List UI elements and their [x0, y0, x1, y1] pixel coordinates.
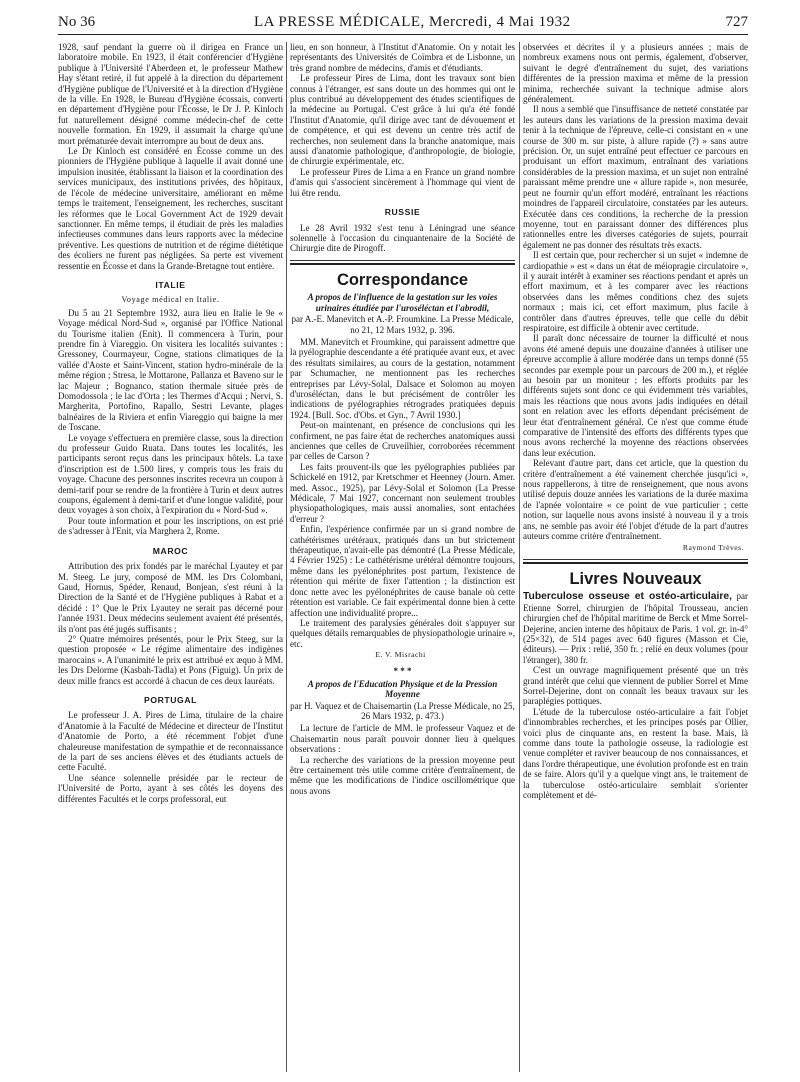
paragraph: Du 5 au 21 Septembre 1932, aura lieu en Italie le 9e « Voyage médical Nord-Sud », organisé par l'Office National du Tourisme italien (Enit). Il commencera à Turin, pour prendre fin à Viareggio. On visitera les localités suivantes : Gressoney, Courmayeur, Cogne, stations climatiques de la vallée d'Aoste et Saint-Vincent, station hydro-minérale de la même région ; Stresa, le Mottarone, Pallanza et Baveno sur le lac Majeur ; Bognanco, station thermale située près de Domodossola ; le lac d'Orta ; les Thermes d'Acqui ; Nervi, S. Margherita, Portofino, Rapallo, Sestri Levante, plages balnéaires de la Riviera et enfin Viareggio qui baigne la mer de Toscane. [58, 307, 283, 433]
paragraph: 2° Quatre mémoires présentés, pour le Prix Steeg, sur la question proposée « Le régime alimentaire des indigènes marocains ». A l'unanimité le prix est attribué ex æquo à MM. les Drs Delorme (Kasbah-Tadla) et Pons (Figuig). Un prix de deux mille francs est accordé à chacun de ces deux lauréats. [58, 633, 283, 686]
paragraph: Peut-on maintenant, en présence de conclusions qui les confirment, ne pas faire état de recherches anatomiques aussi anciennes que celles de Cruveilhier, corroborées récemment par celles de Carson ? [290, 420, 515, 462]
article-reference: par H. Vaquez et de Chaisemartin (La Presse Médicale, no 25, 26 Mars 1932, p. 473.) [290, 700, 515, 721]
section-subtitle: Voyage médical en Italie. [121, 295, 220, 305]
book-reference: par Etienne Sorrel, chirurgien de l'hôpital Trousseau, ancien chirurgien chef de l'hôpital maritime de Berck et Mme Sorrel-Dejerine, ancien interne des hôpitaux de Paris. 1 vol. gr. in-4° (25×32), de 514 pages avec 640 figures (Masson et Cie, éditeurs). — Prix : relié, 350 fr. ; relié en deux volumes (pour l'étranger), 380 fr. [523, 591, 749, 665]
article-title: A propos de l'influence de la gestation sur les voies urinaires étudiée par l'uroséléctan et l'abrodil, [307, 292, 498, 313]
paragraph: C'est un ouvrage magnifiquement présenté que un très grand intérêt que celui que viennent de publier Sorrel et Mme Sorrel-Dejerine, dont on connaît les beaux travaux sur les paraplégies pottiques. [523, 665, 748, 707]
paragraph: Le professeur J. A. Pires de Lima, titulaire de la chaire d'Anatomie à la Faculté de Médecine et directeur de l'Institut d'Anatomie de Porto, a été récemment l'objet d'une chaleureuse manifestation de sympathie et de reconnaissance de la part de ses anciens élèves et des étudiants actuels de cette Faculté. [58, 710, 283, 773]
paragraph: Le professeur Pires de Lima, dont les travaux sont bien connus à l'étranger, est sans doute un des hommes qui ont le plus contribué au développement des études scientifiques de la médecine au Portugal. C'est grâce à lui qu'a été fondé l'Institut d'Anatomie, qu'il dirige avec tant de dévouement et de compétence, et qui est devenu un centre très actif de recherches, non seulement dans la branche anatomique, mais aussi d'anatomie pathologique, d'anthropologie, de biologie, de chirurgie expérimentale, etc. [290, 73, 515, 167]
paragraph: Les faits prouvent-ils que les pyélographies publiées par Schickelé en 1912, par Kretschmer et Heenney (Journ. Amer. med. Assoc., 1925), par Lévy-Solal et Solomon (La Presse Médicale, 7 Mai 1927, concernant non seulement troubles physiopathologiques, mais aussi anomalies, sont entachées d'erreur ? [290, 461, 515, 524]
signature: E. V. Misrachi [375, 650, 426, 660]
journal-title: LA PRESSE MÉDICALE, Mercredi, 4 Mai 1932 [254, 14, 571, 30]
issue-number: No 36 [58, 14, 96, 30]
paragraph: Il paraît donc nécessaire de tourner la difficulté et nous avons été amené depuis une douzaine d'années à utiliser une épreuve accomplie à allure modérée dans un temps donné (55 secondes par exemple pour un parcours de 200 m.), et réglée au besoin par un moniteur ; les efforts produits par les différents sujets sont donc ce qui évidemment très variables, mais les réactions que nous avons jadis indiquées en détail sont en relation avec les efforts dépendant précisément de leur état d'entraînement général. Ce n'est que comme étude comparative de l'intensité des efforts des différents types que nous avons recherché la moyenne des réactions observées dans leur exécution. [523, 333, 748, 458]
book-entry [523, 591, 748, 665]
paragraph: La lecture de l'article de MM. le professeur Vaquez et de Chaisemartin nous paraît pouvoir donner lieu à quelques observations : [290, 723, 515, 755]
book-title: Tuberculose osseuse et ostéo-articulaire, [523, 591, 732, 603]
paragraph: 1928, sauf pendant la guerre où il dirigea en France un laboratoire mobile. En 1923, il était conférencier d'Hygiène publique à l'Université l'Aberdeen et, le professeur Mathew Hay s'étant retiré, il fut appelé à la direction du département d'Hygiène publique de l'Université et à la direction d'Hygiène de la ville. En 1928, le Bureau d'Hygiène écossais, converti en département d'Hygiène pour l'Écosse, le Dr J. P. Kinloch fut naturellement désigné comme médecin-chef de cette nouvelle formation. En 1929, il assumait la charge qu'une mort prématurée devait interrompre au bout de deux ans. [58, 42, 283, 146]
section-rule [523, 559, 748, 560]
paragraph: Il est certain que, pour rechercher si un sujet « indemne de cardiopathie » est « dans un état de méiopragie circulatoire », il y aurait intérêt à examiner ses réactions pendant et après un effort maximum, et à les comparer avec les réactions observées dans les mêmes conditions chez des sujets normaux ; mais ici, cet effort maximum, plus facile à contrôler dans d'autres épreuves, telle que celle du débit respiratoire, est difficile à obtenir avec certitude. [523, 250, 748, 333]
paragraph: Le Dr Kinloch est considéré en Écosse comme un des pionniers de l'Hygiène publique à laquelle il avait donné une impulsion inusitée, établissant la liaison et la coordination des services municipaux, des institutions privées, des hôpitaux, de l'école de médecine universitaire, améliorant en même temps le traitement, l'enseignement, les recherches, suscitant les réformes que le Local Government Act de 1929 devait sanctionner. En même temps, il étudiait de près les maladies infectieuses communes dans leurs rapports avec la médecine préventive. Les questions de nutrition et de régime diététique des écoliers ne furent pas négligées. Sa perte est vivement ressentie en Écosse et dans la Grande-Bretagne tout entière. [58, 146, 283, 271]
section-title-portugal: PORTUGAL [143, 694, 198, 705]
paragraph: Il nous a semblé que l'insuffisance de netteté constatée par les auteurs dans les variations de la pression maxima devait tenir à la technique de l'épreuve, celle-ci consistant en « une course de 300 m. sur piste, à allure rapide (?) » sans autre précision. Or, un sujet entraîné peut effectuer ce parcours en produisant un effort maximum, entraînant des variations considérables de la pression maxima, et un sujet non entraîné paraissant même prendre une « allure rapide », non mesurée, peut ne fournir qu'un effort modéré, entraînant les réactions moindres de l'appareil circulatoire, constatées par les auteurs. Exécutée dans ces conditions, la recherche de la pression moyenne, tout en paraissant donner des différences plus rationnelles entre les diverses catégories de sujets, pourrait également ne pas donner des résultats très exacts. [523, 104, 748, 250]
article-title: A propos de l'Education Physique et de la Pression Moyenne [307, 678, 498, 700]
paragraph: MM. Manevitch et Froumkine, qui paraissent admettre que la pyélographie descendante a été pratiquée avant eux, et avec des résultats similaires, au cours de la gestation, notamment par Schumacher, ne mentionnent pas les recherches entreprises par Lévy-Solal, Dalsace et Solomon au moyen d'uroséléctan, dans le but précisément de contrôler les indications de pyélographies rétrogrades pratiquées depuis 1924. [Bull. Soc. d'Obs. et Gyn., 7 Avril 1930.] [290, 336, 515, 420]
column-1 [58, 42, 283, 804]
paragraph: Une séance solennelle présidée par le recteur de l'Université de Porto, ayant à ses côtés les doyens des différentes Facultés et le corps professoral, eut [58, 772, 283, 804]
section-title-maroc: MAROC [152, 545, 189, 556]
paragraph: Le professeur Pires de Lima a en France un grand nombre d'amis qui s'associent sincèrement à l'hommage qui vient de lui être rendu. [290, 166, 515, 198]
paragraph: Pour toute information et pour les inscriptions, on est prié de s'adresser à l'Enit, via Marghera 2, Rome. [58, 515, 283, 537]
paragraph: Le voyage s'effectuera en première classe, sous la direction du professeur Guido Ruata. Dans toutes les localités, les participants seront reçus dans les principaux hôtels. La taxe d'inscription est de 1.500 lires, y compris tous les frais du voyage. Chacune des personnes inscrites recevra un coupon à demi-tarif pour se rendre de la frontière à Turin et deux autres coupons, également à demi-tarif et d'une longue validité, pour deux voyages à son choix, à l'expiration du « Nord-Sud ». [58, 432, 283, 516]
separator-stars: * * * [393, 665, 412, 676]
section-title-russie: RUSSIE [384, 207, 421, 218]
column-divider [519, 42, 520, 1072]
livres-nouveaux-heading: Livres Nouveaux [569, 569, 702, 588]
paragraph: La recherche des variations de la pression moyenne peut être certainement très utile comme critère d'entraînement, de même que les modifications de l'indice oscillométrique que nous avons [290, 754, 515, 796]
paragraph: Le traitement des paralysies générales doit s'appuyer sur quelques détails remarquables de physiopathologie urinaire », etc. [290, 617, 515, 649]
paragraph: Le 28 Avril 1932 s'est tenu à Léningrad une séance solennelle à l'occasion du cinquantenaire de la Société de Chirurgie dite de Pirogoff. [290, 222, 515, 254]
correspondance-heading: Correspondance [336, 270, 469, 289]
section-rule [290, 263, 515, 265]
paragraph: Attribution des prix fondés par le maréchal Lyautey et par M. Steeg. Le jury, composé de MM. les Drs Colombani, Gaud, Hornus, Spéder, Renaud, Bonjean, s'est réuni à la Direction de la Santé et de l'Hygiène publiques à Rabat et a décidé : 1° Que le Prix Lyautey ne serait pas décerné pour l'année 1931. Deux médecins seulement avaient été présentés, ils n'ont pas été jugés suffisants ; [58, 561, 283, 634]
signature: Raymond Trèves. [682, 542, 744, 552]
header-rule [58, 34, 748, 35]
paragraph: Relevant d'autre part, dans cet article, que la question du critère d'entraînement a été vainement cherchée jusqu'ici », nous rappellerons, à titre de renseignement, que nous avons utilisé depuis douze années les variations de la durée maxima de l'apnée volontaire « ce point de vue particulier ; cette notion, sur laquelle nous avons insisté à nouveau il y a trois ans, ne semble pas avoir été l'objet d'étude de la part d'autres auteurs comme critère d'entraînement. [523, 458, 748, 542]
section-title-italie: ITALIE [155, 279, 186, 290]
paragraph: lieu, en son honneur, à l'Institut d'Anatomie. On y notait les représentants des Universités de Coïmbra et de Lisbonne, un très grand nombre de médecins, d'amis et d'étudiants. [290, 42, 515, 73]
section-rule [290, 260, 515, 261]
paragraph: L'étude de la tuberculose ostéo-articulaire a fait l'objet d'innombrables recherches, et les principes posés par Ollier, voici plus de cinquante ans, en restent la base. Mais, là comme dans toute la pathologie osseuse, la radiologie est venue compléter et raviver beaucoup de nos connaissances, et dans l'ordre thérapeutique, une évolution profonde est en train de se faire. Alors qu'il y a quelque vingt ans, le traitement de la tuberculose ostéo-articulaire semblait s'orienter complètement et dé- [523, 706, 748, 801]
paragraph: observées et décrites il y a plusieurs années ; mais de nombreux examens nous ont permis, également, d'observer, suivant le degré d'entraînement du sujet, des variations différentes de la pression maxima et même de la pression minima, recherchée suivant la technique admise alors généralement. [523, 42, 748, 105]
column-2 [290, 42, 515, 796]
page-header [58, 12, 748, 34]
page-number: 727 [725, 14, 748, 30]
article-reference: par A.-E. Manevitch et A.-P. Froumkine. La Presse Médicale, no 21, 12 Mars 1932, p. 396. [291, 314, 514, 335]
paragraph: Enfin, l'expérience confirmée par un si grand nombre de cathétérismes urétéraux, pratiqués dans un but strictement thérapeutique, n'avait-elle pas démontré (La Presse Médicale, 4 Février 1925) : Le cathétérisme urétéral démontre toujours, même dans les pyélonéphrites post partum, l'existence de rétention qui mérite de fixer l'attention ; la distinction est donc nette avec les pyélonéphrites de cause banale où cette rétention est variable. Ce fait expérimental donne bien à cette affection une individualité propre... [290, 524, 515, 618]
column-divider [286, 42, 287, 1072]
section-rule [523, 562, 748, 564]
column-3 [523, 42, 748, 800]
